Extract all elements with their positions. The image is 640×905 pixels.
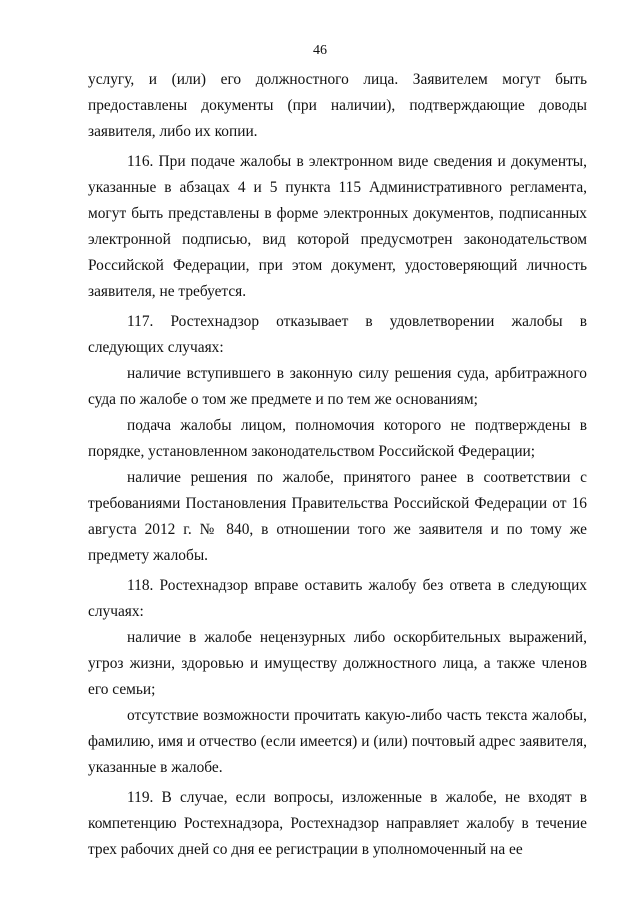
paragraph-118-item-1: наличие в жалобе нецензурных либо оскорбительных выражений, угроз жизни, здоровью и имуществу должностного лица, а также членов его семьи; <box>88 629 587 698</box>
paragraph-117-item-3: наличие решения по жалобе, принятого ранее в соответствии с требованиями Постановления Правительства Российской Федерации от 16 августа 2012 г. № 840, в отношении того же заявителя и по тому же предмету жалобы. <box>88 469 587 564</box>
paragraph-118-item-2: отсутствие возможности прочитать какую-либо часть текста жалобы, фамилию, имя и отчество (если имеется) и (или) почтовый адрес заявителя, указанные в жалобе. <box>88 707 587 776</box>
paragraph-117: 117. Ростехнадзор отказывает в удовлетворении жалобы в следующих случаях: <box>88 313 587 356</box>
paragraph-119: 119. В случае, если вопросы, изложенные в жалобе, не входят в компетенцию Ростехнадзора, Ростехнадзор направляет жалобу в течение трех рабочих дней со дня ее регистрации в уполномоченный на ее <box>88 789 587 858</box>
page-number: 46 <box>313 43 327 58</box>
paragraph-116: 116. При подаче жалобы в электронном виде сведения и документы, указанные в абзацах 4 и 5 пункта 115 Административного регламента, могут быть представлены в форме электронных документов, подписанных электронной подписью, вид которой предусмотрен законодательством Российской Федерации, при этом документ, удостоверяющий личность заявителя, не требуется. <box>88 153 587 300</box>
paragraph-117-item-2: подача жалобы лицом, полномочия которого не подтверждены в порядке, установленном законодательством Российской Федерации; <box>88 417 587 460</box>
paragraph-118: 118. Ростехнадзор вправе оставить жалобу без ответа в следующих случаях: <box>88 577 587 620</box>
document-body <box>88 67 587 863</box>
paragraph-117-item-1: наличие вступившего в законную силу решения суда, арбитражного суда по жалобе о том же предмете и по тем же основаниям; <box>88 365 587 408</box>
paragraph-continuation: услугу, и (или) его должностного лица. Заявителем могут быть предоставлены документы (при наличии), подтверждающие доводы заявителя, либо их копии. <box>88 71 587 140</box>
